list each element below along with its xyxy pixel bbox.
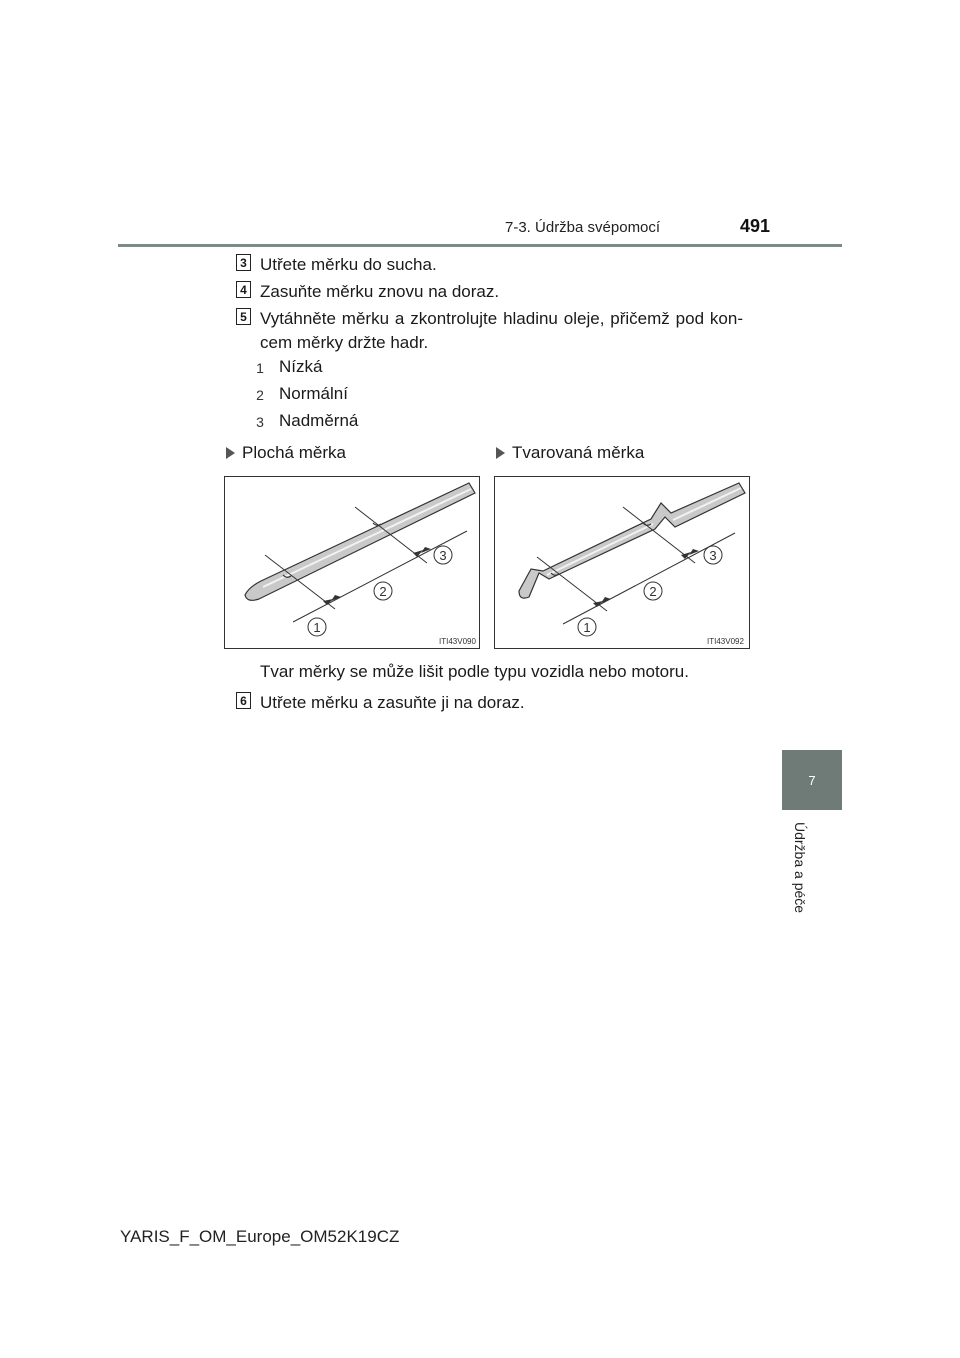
figure-shaped-dipstick	[494, 476, 750, 649]
figure-code: ITI43V090	[439, 637, 476, 646]
callout-1: 1	[583, 620, 591, 635]
level-number-3: 3	[256, 414, 264, 430]
chapter-tab: 7	[782, 750, 842, 810]
step-badge-5: 5	[236, 308, 251, 325]
page-number: 491	[740, 216, 771, 236]
step-text-3: Utřete měrku do sucha.	[260, 255, 437, 274]
step-text-5-line1: Vytáhněte měrku a zkontrolujte hladinu oleje, přičemž pod kon-	[260, 309, 743, 328]
callout-2: 2	[649, 584, 657, 599]
step-text-5-line2: cem měrky držte hadr.	[260, 333, 429, 352]
callout-1: 1	[313, 620, 321, 635]
dipstick-shaped-illustration	[495, 477, 749, 648]
section-title: 7-3. Údržba svépomocí	[505, 219, 661, 236]
level-number-2: 2	[256, 387, 264, 403]
step-badge-4: 4	[236, 281, 251, 298]
callout-3: 3	[709, 548, 717, 563]
figure-title-flat: Plochá měrka	[242, 443, 346, 462]
level-label-excess: Nadměrná	[279, 411, 359, 430]
step-text-4: Zasuňte měrku znovu na doraz.	[260, 282, 500, 301]
step-text-6: Utřete měrku a zasuňte ji na doraz.	[260, 693, 525, 712]
header-divider	[118, 244, 842, 247]
document-code: YARIS_F_OM_Europe_OM52K19CZ	[120, 1227, 400, 1246]
figure-title-shaped: Tvarovaná měrka	[512, 443, 645, 462]
step-badge-3: 3	[236, 254, 251, 271]
chapter-label: Údržba a péče	[792, 822, 808, 914]
figure-code: ITI43V092	[707, 637, 744, 646]
callout-3: 3	[439, 548, 447, 563]
note-text: Tvar měrky se může lišit podle typu vozidla nebo motoru.	[260, 662, 689, 681]
level-label-normal: Normální	[279, 384, 348, 403]
callout-2: 2	[379, 584, 387, 599]
level-label-low: Nízká	[279, 357, 323, 376]
step-badge-6: 6	[236, 692, 251, 709]
dipstick-flat-illustration	[225, 477, 479, 648]
figure-flat-dipstick	[224, 476, 480, 649]
bullet-triangle-icon	[496, 447, 505, 459]
level-number-1: 1	[256, 360, 264, 376]
bullet-triangle-icon	[226, 447, 235, 459]
